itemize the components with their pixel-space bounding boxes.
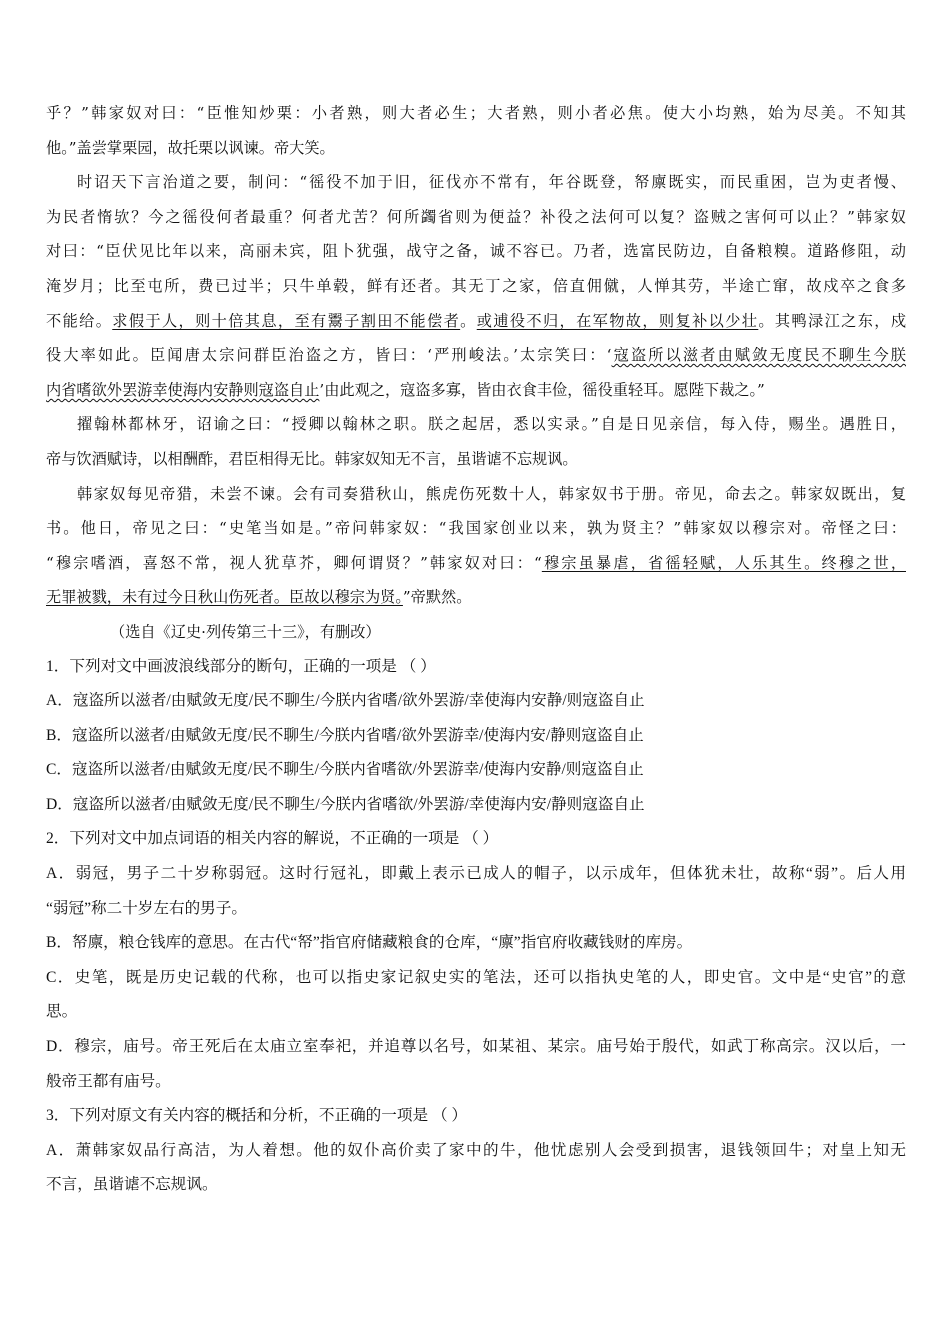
passage-line: 乎？”韩家奴对曰：“臣惟知炒栗：小者熟，则大者必生；大者熟，则小者必焦。使大小均熟，始为尽美。不知其: [46, 104, 906, 122]
question-2-option-d: D．穆宗，庙号。帝王死后在太庙立室奉祀，并追尊以名号，如某祖、某宗。庙号始于殷代，如武丁称高宗。汉以后，一: [46, 1038, 906, 1056]
question-2-option-b: B．帑廪，粮仓钱库的意思。在古代“帑”指官府储藏粮食的仓库，“廪”指官府收藏钱财的库房。: [46, 934, 693, 952]
question-2-stem: 2．下列对文中加点词语的相关内容的解说，不正确的一项是 （ ）: [46, 830, 499, 848]
wavy-underlined-text: 寇盗所以滋者由赋敛无度民不聊生今朕: [611, 346, 906, 365]
passage-line: 擢翰林都林牙，诏谕之曰：“授卿以翰林之职。朕之起居，悉以实录。”自是日见亲信，每入侍，赐坐。遇胜日，: [77, 415, 906, 434]
text: 。: [460, 311, 477, 330]
passage-line: 他。”盖尝掌栗园，故托栗以讽谏。帝大笑。: [46, 138, 335, 157]
source-note: （选自《辽史·列传第三十三》，有删改）: [110, 622, 381, 641]
passage-line: 对曰：“臣伏见比年以来，高丽未宾，阻卜犹强，战守之备，诚不容已。乃者，选富民防边，自备粮糗。道路修阻，动: [46, 242, 906, 261]
passage-line: [46, 338, 906, 373]
underlined-sentence: 或逋役不归，在军物故，则复补以少壮: [476, 311, 759, 330]
question-2-option-d-cont: 般帝王都有庙号。: [46, 1072, 171, 1090]
underlined-sentence: 穆宗虽暴虐，省徭轻赋，人乐其生。终穆之世，: [541, 553, 906, 572]
question-3-option-a: A．萧韩家奴品行高洁，为人着想。他的奴仆高价卖了家中的牛，他忧虑别人会受到损害，退钱领回牛；对皇上知无: [46, 1141, 906, 1159]
question-3-option-a-cont: 不言，虽谐谑不忘规讽。: [46, 1176, 218, 1194]
question-1-option-c: C．寇盗所以滋者/由赋敛无度/民不聊生/今朕内省嗜欲/外罢游幸/使海内安静/则寇盗自止: [46, 761, 644, 779]
text: ’由此观之，寇盗多寡，皆由衣食丰俭，徭役重轻耳。愿陛下裁之。”: [319, 380, 765, 399]
text: 役大率如此。臣闻唐太宗问群臣治盗之方，皆曰：‘严刑峻法。’太宗笑曰：‘: [46, 346, 612, 365]
question-1-option-b: B．寇盗所以滋者/由赋敛无度/民不聊生/今朕内省嗜/欲外罢游幸/使海内安/静则寇盗自止: [46, 726, 644, 744]
question-2-option-a-cont: “弱冠”称二十岁左右的男子。: [46, 899, 247, 917]
passage-line: 帝与饮酒赋诗，以相酬酢，君臣相得无比。韩家奴知无不言，虽谐谑不忘规讽。: [46, 449, 578, 468]
question-2-option-c: C．史笔，既是历史记载的代称，也可以指史家记叙史实的笔法，还可以指执史笔的人，即史官。文中是“史官”的意: [46, 968, 906, 986]
question-3-stem: 3．下列对原文有关内容的概括和分析，不正确的一项是 （ ）: [46, 1107, 468, 1125]
underlined-sentence: 无罪被戮，未有过今日秋山伤死者。臣故以穆宗为贤。: [46, 588, 403, 607]
question-1-option-d: D．寇盗所以滋者/由赋敛无度/民不聊生/今朕内省嗜欲/外罢游/幸使海内安/静则寇盗自止: [46, 795, 645, 813]
text: “穆宗嗜酒，喜怒不常，视人犹草芥，卿何谓贤？”韩家奴对曰：“: [46, 553, 542, 572]
passage-line: [46, 580, 906, 615]
text: ”帝默然。: [402, 588, 472, 607]
text: 。其鸭渌江之东，戍: [758, 311, 906, 330]
question-2-option-c-cont: 思。: [46, 1003, 78, 1021]
passage-line: [46, 373, 906, 408]
question-1-stem: 1．下列对文中画波浪线部分的断句，正确的一项是 （ ）: [46, 657, 436, 675]
document-page: [46, 96, 906, 1203]
passage-line: 韩家奴每见帝猎，未尝不谏。会有司奏猎秋山，熊虎伤死数十人，韩家奴书于册。帝见，命去之。韩家奴既出，复: [77, 484, 906, 503]
passage-line: [46, 546, 906, 581]
question-1-option-a: A．寇盗所以滋者/由赋敛无度/民不聊生/今朕内省嗜/欲外罢游/幸使海内安静/则寇盗自止: [46, 692, 645, 710]
passage-line: 时诏天下言治道之要，制问：“徭役不加于旧，征伐亦不常有，年谷既登，帑廪既实，而民重困，岂为吏者慢、: [77, 173, 906, 192]
passage-line: 书。他日，帝见之曰：“史笔当如是。”帝问韩家奴：“我国家创业以来，孰为贤主？”韩家奴以穆宗对。帝怪之曰：: [46, 519, 906, 538]
wavy-underlined-text: 内省嗜欲外罢游幸使海内安静则寇盗自止: [46, 380, 320, 399]
question-2-option-a: A．弱冠，男子二十岁称弱冠。这时行冠礼，即戴上表示已成人的帽子，以示成年，但体犹未壮，故称“弱”。后人用: [46, 865, 906, 883]
passage-line: [46, 304, 906, 339]
text: 不能给。: [46, 311, 113, 330]
passage-line: 淹岁月；比至屯所，费已过半；只牛单毂，鲜有还者。其无丁之家，倍直佣僦，人惮其劳，半途亡窜，故戍卒之食多: [46, 276, 906, 295]
underlined-sentence: 求假于人，则十倍其息，至有鬻子割田不能偿者: [112, 311, 461, 330]
passage-line: 为民者惰欤？今之徭役何者最重？何者尤苦？何所蠲省则为便益？补役之法何可以复？盗贼之害何可以止？”韩家奴: [46, 207, 906, 226]
